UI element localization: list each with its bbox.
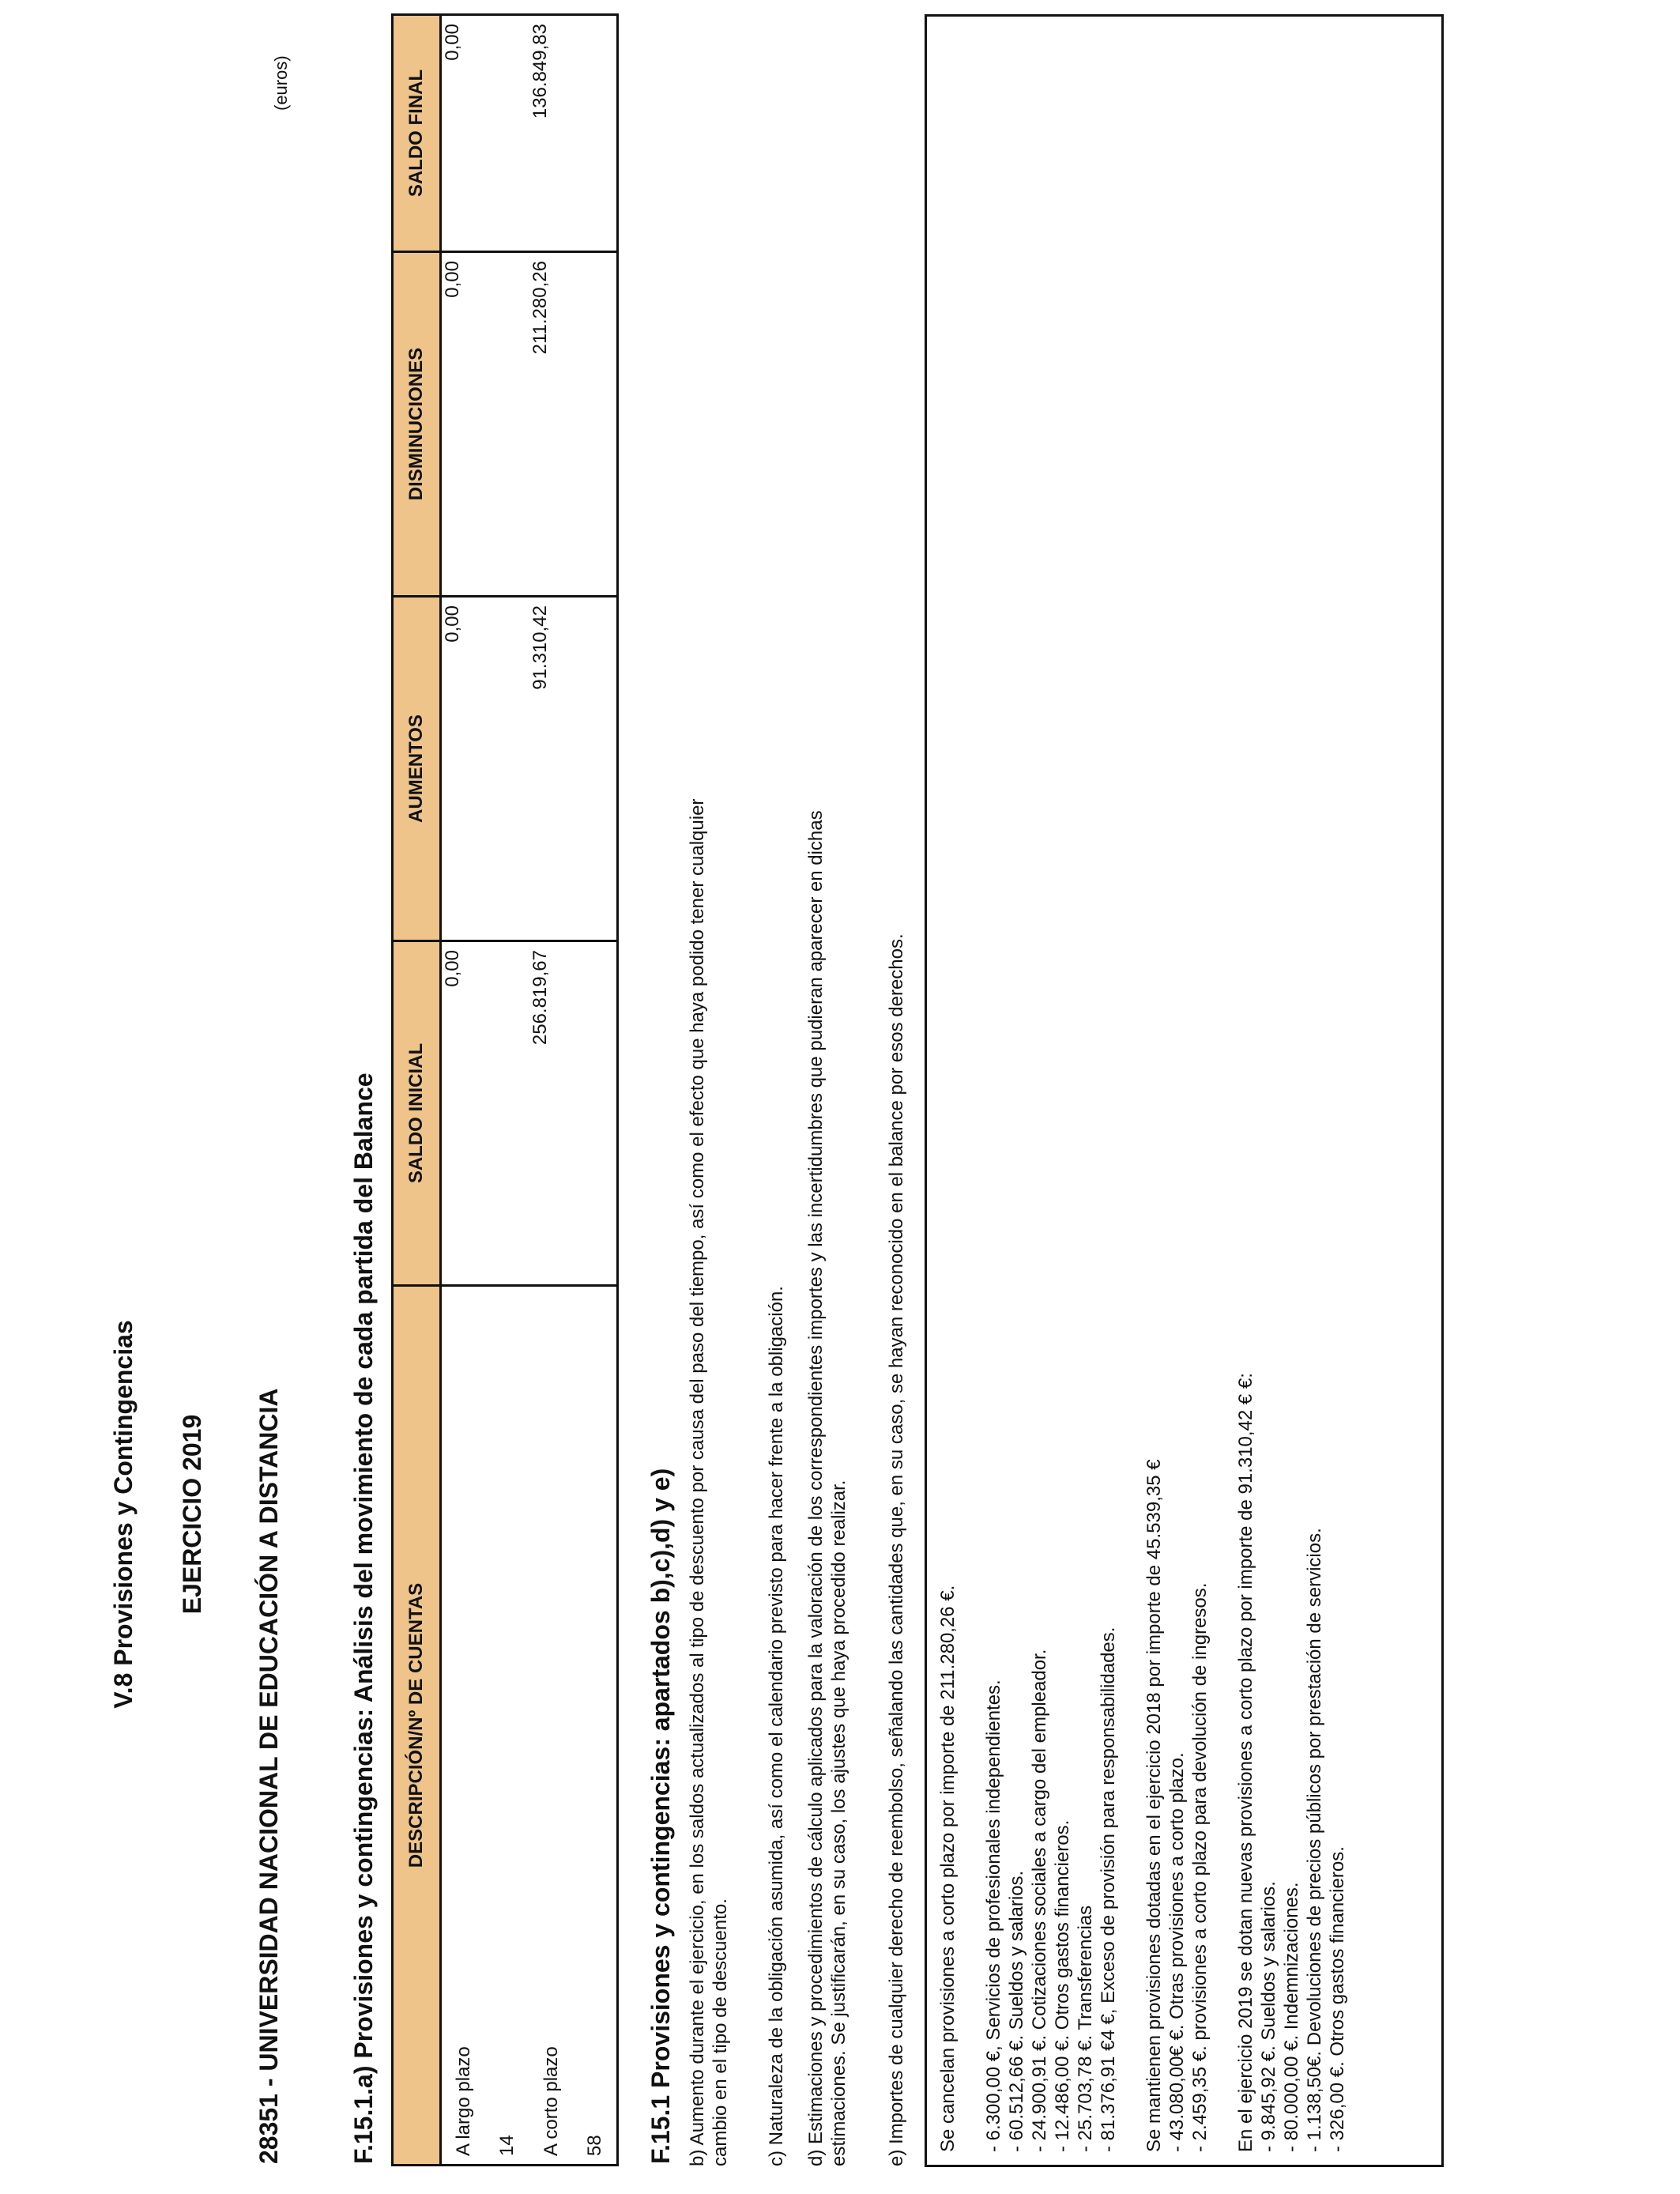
- disminuciones-cell: 0,00: [441, 252, 529, 597]
- paragraph-c: c) Naturaleza de la obligación asumida, así como el calendario previsto para hacer frente a la obligación.: [766, 1286, 787, 2166]
- column-header: SALDO INICIAL: [393, 941, 441, 1286]
- column-header: AUMENTOS: [393, 597, 441, 941]
- note-line: - 6.300,00 €, Servicios de profesionales independientes.: [983, 1679, 1004, 2152]
- note-line: - 12.486,00 €. Otros gastos financieros.: [1052, 1819, 1073, 2152]
- note-line: Se mantienen provisiones dotadas en el ejercicio 2018 por importe de 45.539,35 €: [1143, 1459, 1165, 2152]
- note-line: Se cancelan provisiones a corto plazo por importe de 211.280,26 €.: [937, 1585, 959, 2152]
- table-header-row: [393, 15, 441, 2166]
- saldo-final-cell: 0,00: [441, 15, 529, 252]
- table-row: [529, 15, 618, 2166]
- column-header: DISMINUCIONES: [393, 252, 441, 597]
- disminuciones-cell: 211.280,26: [529, 252, 618, 597]
- note-line: - 80.000,00 €. Indemnizaciones.: [1281, 1882, 1302, 2152]
- paragraph-e: e) Importes de cualquier derecho de reembolso, señalando las cantidades que, en su caso, se hayan reconocido en el balance por esos derechos.: [886, 933, 907, 2166]
- row-description: A largo plazo: [453, 2046, 475, 2156]
- row-description-cell: [529, 1286, 618, 2166]
- note-line: - 24.900,91 €. Cotizaciones sociales a cargo del empleador.: [1029, 1649, 1050, 2152]
- page-title: V.8 Provisiones y Contingencias: [109, 1320, 137, 1709]
- exercise-year: EJERCICIO 2019: [178, 1414, 206, 1615]
- section-b-title: F.15.1 Provisiones y contingencias: apartados b),c),d) y e): [646, 1468, 675, 2164]
- row-account: 14: [496, 2135, 518, 2156]
- section-a-title: F.15.1.a) Provisiones y contingencias: Análisis del movimiento de cada partida del Balance: [349, 1072, 378, 2164]
- table-row: [441, 15, 529, 2166]
- note-line: - 25.703,78 €. Transferencias: [1075, 1905, 1096, 2152]
- saldo-inicial-cell: 256.819,67: [529, 941, 618, 1286]
- aumentos-cell: 91.310,42: [529, 597, 618, 941]
- note-line: - 2.459,35 €. provisiones a corto plazo para devolución de ingresos.: [1189, 1582, 1211, 2152]
- note-line: - 9.845,92 €. Sueldos y salarios.: [1258, 1881, 1279, 2152]
- aumentos-cell: 0,00: [441, 597, 529, 941]
- saldo-inicial-cell: 0,00: [441, 941, 529, 1286]
- note-line: - 60.512,66 €. Sueldos y salarios.: [1006, 1870, 1027, 2152]
- movement-table: [391, 13, 619, 2166]
- organization-name: 28351 - UNIVERSIDAD NACIONAL DE EDUCACIÓN A DISTANCIA: [254, 1388, 283, 2164]
- units-label: (euros): [271, 55, 291, 111]
- note-line: En el ejercicio 2019 se dotan nuevas provisiones a corto plazo por importe de 91.310,42 € €:: [1235, 1373, 1256, 2152]
- saldo-final-cell: 136.849,83: [529, 15, 618, 252]
- note-line: - 43.080,00€ €. Otras provisiones a corto plazo.: [1166, 1752, 1188, 2152]
- paragraph-d: d) Estimaciones y procedimientos de cálculo aplicados para la valoración de los correspondientes importes y las incertidumbres que pudieran aparecer en dichas estimaciones. Se justificarán, en su caso, los ajustes que haya procedido realizar.: [805, 810, 849, 2166]
- note-line: - 81.376,91 €4 €, Exceso de provisión para responsabilidades.: [1098, 1627, 1119, 2152]
- row-description: A corto plazo: [540, 2046, 562, 2156]
- column-header: SALDO FINAL: [393, 15, 441, 252]
- column-header: DESCRIPCIÓN/Nº DE CUENTAS: [393, 1286, 441, 2166]
- notes-box: [925, 14, 1444, 2167]
- paragraph-b: b) Aumento durante el ejercicio, en los saldos actualizados al tipo de descuento por causa del paso del tiempo, así como el efecto que haya podido tener cualquier cambio en el tipo de descuento.: [687, 798, 731, 2166]
- row-account: 58: [583, 2135, 605, 2156]
- note-line: - 326,00 €. Otros gastos financieros.: [1327, 1846, 1348, 2152]
- row-description-cell: [441, 1286, 529, 2166]
- note-line: - 1.138,50€. Devoluciones de precios públicos por prestación de servicios.: [1304, 1528, 1325, 2152]
